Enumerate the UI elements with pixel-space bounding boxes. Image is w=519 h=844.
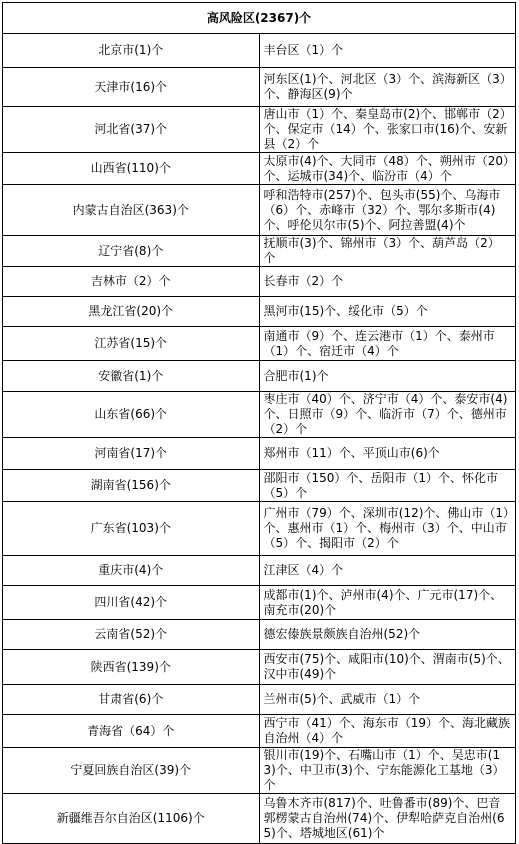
- table-row: [3, 748, 516, 794]
- region-detail: 太原市(4)个、大同市（48）个、朔州市（20）个、运城市(34)个、临汾市（4）个: [259, 153, 516, 185]
- region-detail: 西安市(75)个、咸阳市(10)个、渭南市(5)个、汉中市(49)个: [259, 650, 516, 685]
- region-detail: 合肥市(1)个: [259, 361, 516, 392]
- region-detail: 乌鲁木齐市(817)个、吐鲁番市(89)个、巴音郭楞蒙古自治州(74)个、伊犁哈萨克自治州(65)个、塔城地区(61)个: [259, 794, 516, 844]
- region-detail: 南通市（9）个、连云港市（1）个、泰州市（1）个、宿迁市（4）个: [259, 327, 516, 361]
- region-detail: 长春市（2）个: [259, 267, 516, 297]
- region-name: 内蒙古自治区(363)个: [3, 185, 260, 236]
- region-detail: 枣庄市（40）个、济宁市（4）个、泰安市(4)个、日照市（9）个、临沂市（7）个、德州市（2）个: [259, 392, 516, 438]
- region-name: 河北省(37)个: [3, 107, 260, 153]
- region-detail: 邵阳市（150）个、岳阳市（1）个、怀化市（5）个: [259, 470, 516, 502]
- table-row: [3, 297, 516, 327]
- region-detail: 郑州市（11）个、平顶山市(6)个: [259, 438, 516, 470]
- table-row: [3, 107, 516, 153]
- table-title-row: [3, 3, 516, 34]
- region-detail: 抚顺市(3)个、锦州市（3）个、葫芦岛（2）个: [259, 236, 516, 267]
- region-name: 北京市(1)个: [3, 34, 260, 68]
- region-detail: 丰台区（1）个: [259, 34, 516, 68]
- region-name: 宁夏回族自治区(39)个: [3, 748, 260, 794]
- region-name: 甘肃省(6)个: [3, 685, 260, 715]
- region-name: 天津市(16)个: [3, 68, 260, 107]
- region-detail: 成都市(1)个、泸州市(4)个、广元市(17)个、南充市(20)个: [259, 586, 516, 620]
- table-row: [3, 502, 516, 556]
- region-name: 辽宁省(8)个: [3, 236, 260, 267]
- region-name: 青海省（64）个: [3, 715, 260, 748]
- region-detail: 兰州市(5)个、武威市（1）个: [259, 685, 516, 715]
- region-detail: 黑河市(15)个、绥化市（5）个: [259, 297, 516, 327]
- table-row: [3, 153, 516, 185]
- table-row: [3, 685, 516, 715]
- region-name: 四川省(42)个: [3, 586, 260, 620]
- region-name: 山东省(66)个: [3, 392, 260, 438]
- region-name: 广东省(103)个: [3, 502, 260, 556]
- table-row: [3, 185, 516, 236]
- region-name: 吉林市（2）个: [3, 267, 260, 297]
- region-detail: 唐山市（1）个、秦皇岛市(2)个、邯郸市（2）个、保定市（14）个、张家口市(16)个、安新县（2）个: [259, 107, 516, 153]
- region-detail: 银川市(19)个、石嘴山市（1）个、吴忠市(13)个、中卫市(3)个、宁东能源化工基地（3）个: [259, 748, 516, 794]
- region-detail: 呼和浩特市(257)个、包头市(55)个、乌海市（6）个、赤峰市（32）个、鄂尔多斯市(4)个、呼伦贝尔市(5)个、阿拉善盟(4)个: [259, 185, 516, 236]
- table-row: [3, 650, 516, 685]
- table-title: 高风险区(2367)个: [3, 3, 516, 34]
- region-name: 江苏省(15)个: [3, 327, 260, 361]
- region-detail: 西宁市（41）个、海东市（19）个、海北藏族自治州（4）个: [259, 715, 516, 748]
- table-row: [3, 794, 516, 844]
- region-name: 黑龙江省(20)个: [3, 297, 260, 327]
- table-row: [3, 392, 516, 438]
- table-row: [3, 267, 516, 297]
- region-detail: 广州市（79）个、深圳市(12)个、佛山市（1）个、惠州市（1）个、梅州市（3）个、中山市（5）个、揭阳市（2）个: [259, 502, 516, 556]
- region-name: 安徽省(1)个: [3, 361, 260, 392]
- table-row: [3, 620, 516, 650]
- high-risk-areas-table: [2, 2, 516, 844]
- table-row: [3, 715, 516, 748]
- region-detail: 河东区(1)个、河北区（3）个、滨海新区（3）个、静海区(9)个: [259, 68, 516, 107]
- region-name: 新疆维吾尔自治区(1106)个: [3, 794, 260, 844]
- table-row: [3, 327, 516, 361]
- table-row: [3, 68, 516, 107]
- region-name: 重庆市(4)个: [3, 556, 260, 586]
- table-row: [3, 470, 516, 502]
- region-detail: 江津区（4）个: [259, 556, 516, 586]
- region-name: 湖南省(156)个: [3, 470, 260, 502]
- region-name: 山西省(110)个: [3, 153, 260, 185]
- table-row: [3, 236, 516, 267]
- region-name: 河南省(17)个: [3, 438, 260, 470]
- region-name: 云南省(52)个: [3, 620, 260, 650]
- region-name: 陕西省(139)个: [3, 650, 260, 685]
- table-row: [3, 586, 516, 620]
- table-row: [3, 438, 516, 470]
- table-row: [3, 556, 516, 586]
- region-detail: 德宏傣族景颇族自治州(52)个: [259, 620, 516, 650]
- table-row: [3, 34, 516, 68]
- table-row: [3, 361, 516, 392]
